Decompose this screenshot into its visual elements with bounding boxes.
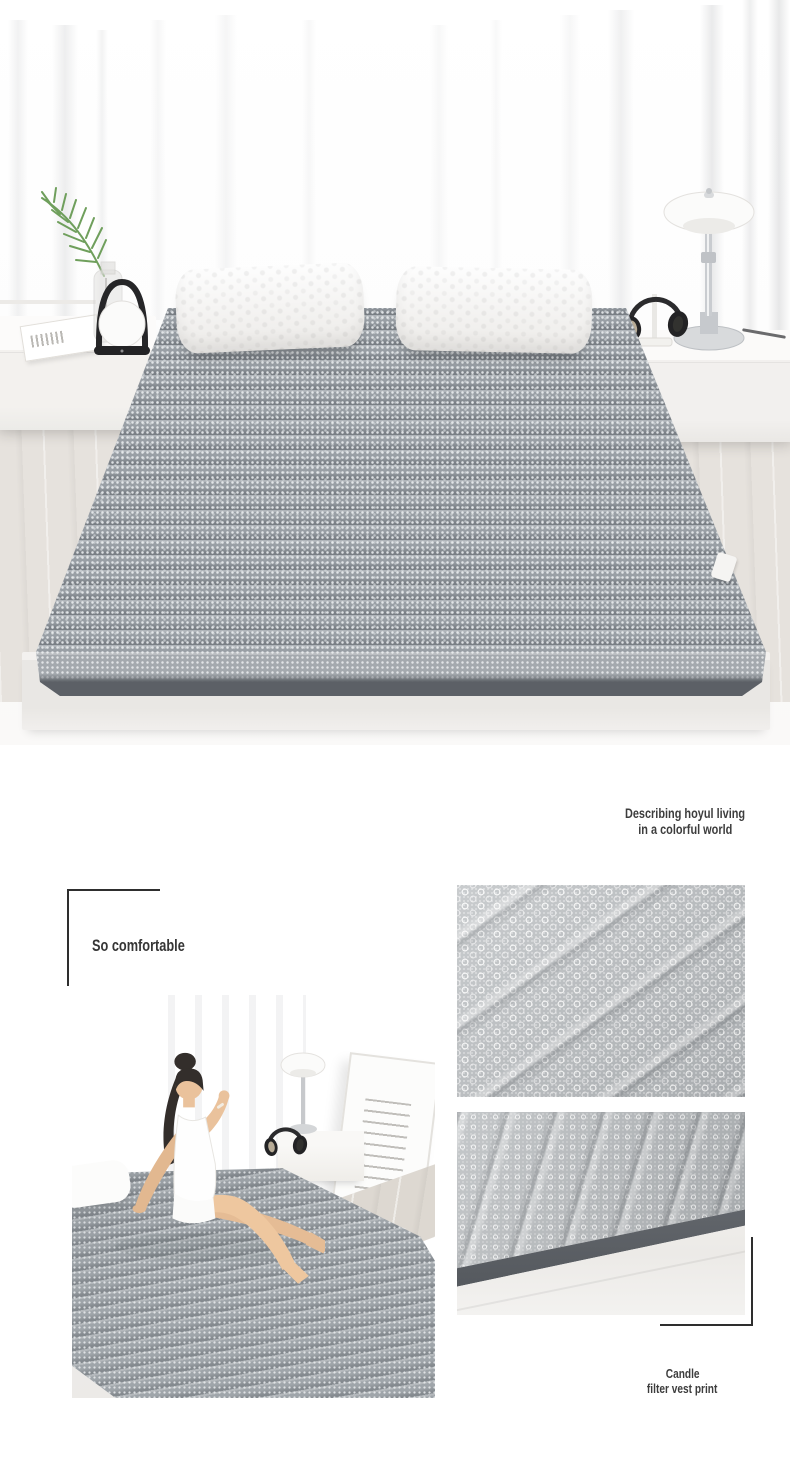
caption-line2: filter vest print: [647, 1381, 718, 1396]
brand-tagline: [520, 806, 790, 837]
lifestyle-photo: [72, 995, 435, 1398]
fabric-detail-photo: [457, 885, 745, 1097]
portable-arc-lamp: [86, 270, 158, 360]
tagline-line1: Describing hoyul living: [624, 805, 746, 821]
latex-pillow-right: [395, 266, 593, 354]
curtain-fold: [302, 20, 316, 300]
latex-pillow-left: [174, 262, 365, 354]
woman-figure: [90, 1047, 325, 1310]
section-heading: [92, 936, 216, 956]
tagline-line2: in a colorful world: [637, 820, 733, 837]
corner-bracket-bottom-right: [660, 1237, 753, 1326]
photo-caption: [560, 1366, 790, 1396]
caption-line1: Candle: [665, 1366, 700, 1381]
section-heading-text: So comfortable: [92, 936, 185, 955]
curtain-fold: [768, 0, 790, 380]
